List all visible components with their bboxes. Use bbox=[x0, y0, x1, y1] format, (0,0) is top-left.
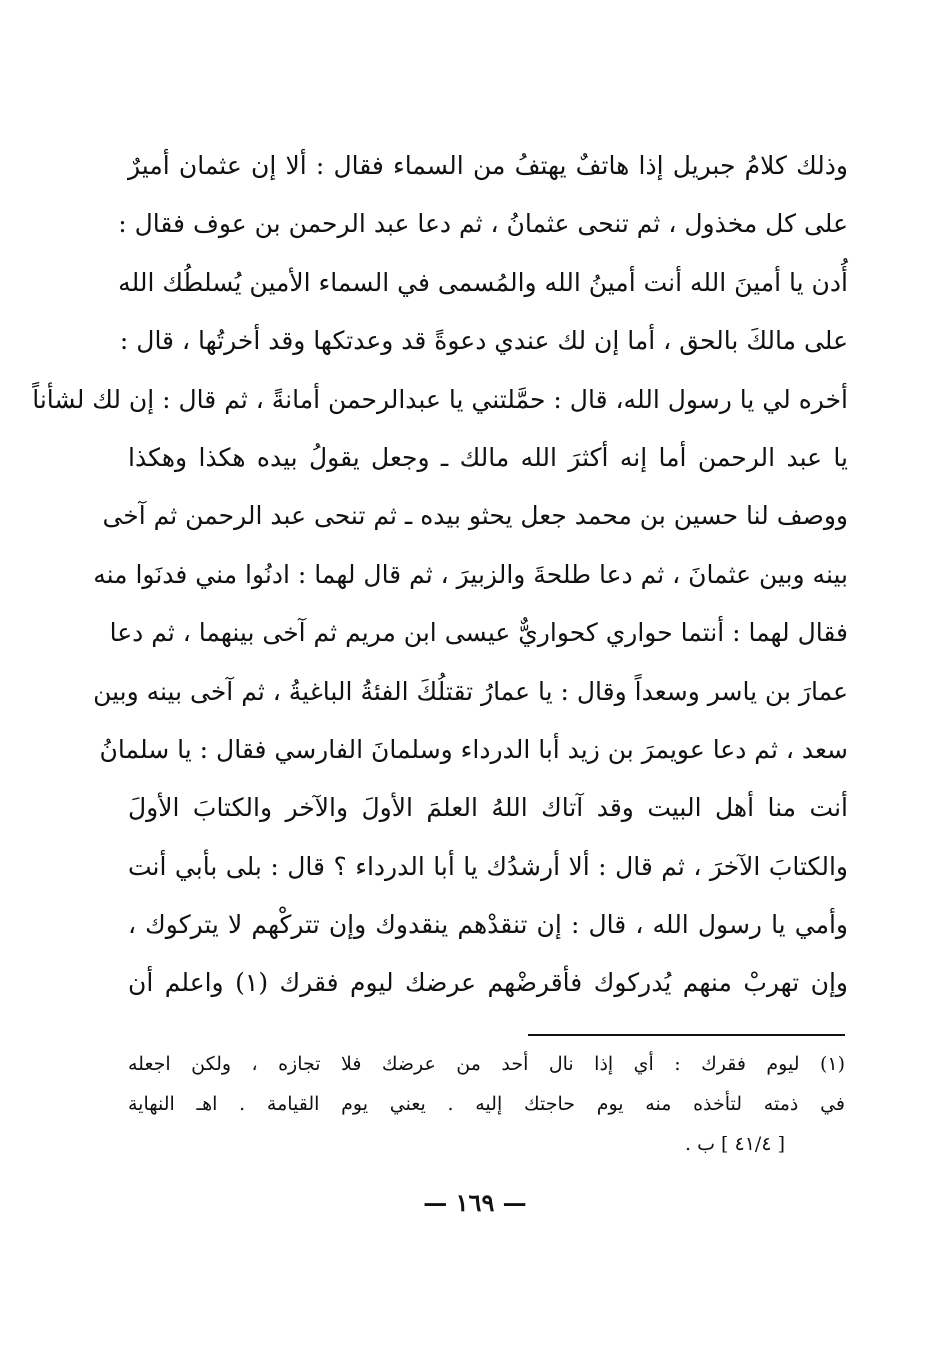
text-line-5: أخره لي يا رسول الله، قال : حمَّلتني يا عبدالرحمن أمانةً ، ثم قال : إن لك لشأناً bbox=[32, 384, 848, 414]
footnote-line-2: في ذمته لتأخذه منه يوم حاجتك إليه . يعني يوم القيامة . اهـ النهاية bbox=[128, 1093, 845, 1115]
text-line-9: فقال لهما : أنتما حواري كحواريٌّ عيسى ابن مريم ثم آخى بينهما ، ثم دعا bbox=[109, 618, 848, 648]
text-line-8: بينه وبين عثمانَ ، ثم دعا طلحةَ والزبيرَ ، ثم قال لهما : ادنُوا مني فدنَوا منه bbox=[93, 559, 848, 589]
text-line-13: والكتابَ الآخرَ ، ثم قال : ألا أرشدُك يا أبا الدرداء ؟ قال : بلى بأبي أنت bbox=[128, 851, 848, 881]
page-number: — ١٦٩ — bbox=[423, 1188, 527, 1217]
footnote-line-3: [ ٤١/٤ ] ب . bbox=[685, 1133, 785, 1155]
text-line-2: على كل مخذول ، ثم تنحى عثمانُ ، ثم دعا عبد الرحمن بن عوف فقال : bbox=[118, 209, 848, 239]
main-text-block bbox=[32, 137, 849, 1013]
text-line-7: ووصف لنا حسين بن محمد جعل يحثو بيده ـ ثم تنحى عبد الرحمن ثم آخى bbox=[102, 501, 848, 531]
text-line-12: أنت منا أهل البيت وقد آتاك اللهُ العلمَ الأولَ والآخر والكتابَ الأولَ bbox=[128, 793, 848, 823]
text-line-15: وإن تهربْ منهم يُدركوك فأقرضْهم عرضك ليوم فقرك (١) واعلم أن bbox=[128, 968, 849, 998]
footnote-line-1: (١) ليوم فقرك : أي إذا نال أحد من عرضك فلا تجازه ، ولكن اجعله bbox=[128, 1053, 845, 1075]
text-line-6: يا عبد الرحمن أما إنه أكثرَ الله مالك ـ وجعل يقولُ بيده هكذا وهكذا bbox=[128, 442, 848, 472]
text-line-3: أُدن يا أمينَ الله أنت أمينُ الله والمُسمى في السماء الأمين يُسلطُك الله bbox=[118, 267, 848, 297]
text-line-4: على مالكَ بالحق ، أما إن لك عندي دعوةً قد وعدتكها وقد أخرتُها ، قال : bbox=[119, 326, 848, 356]
footnote-divider bbox=[528, 1034, 845, 1036]
text-line-1: وذلك كلامُ جبريل إذا هاتفٌ يهتفُ من السماء فقال : ألا إن عثمان أميرٌ bbox=[128, 151, 848, 180]
footnote-block bbox=[128, 1044, 845, 1164]
text-line-11: سعد ، ثم دعا عويمرَ بن زيد أبا الدرداء وسلمانَ الفارسي فقال : يا سلمانُ bbox=[99, 734, 848, 764]
text-line-10: عمارَ بن ياسر وسعداً وقال : يا عمارُ تقتلُكَ الفئةُ الباغيةُ ، ثم آخى بينه وبين bbox=[93, 676, 848, 706]
text-line-14: وأمي يا رسول الله ، قال : إن تنقدْهم ينقدوك وإن تتركْهم لا يتركوك ، bbox=[128, 910, 848, 940]
